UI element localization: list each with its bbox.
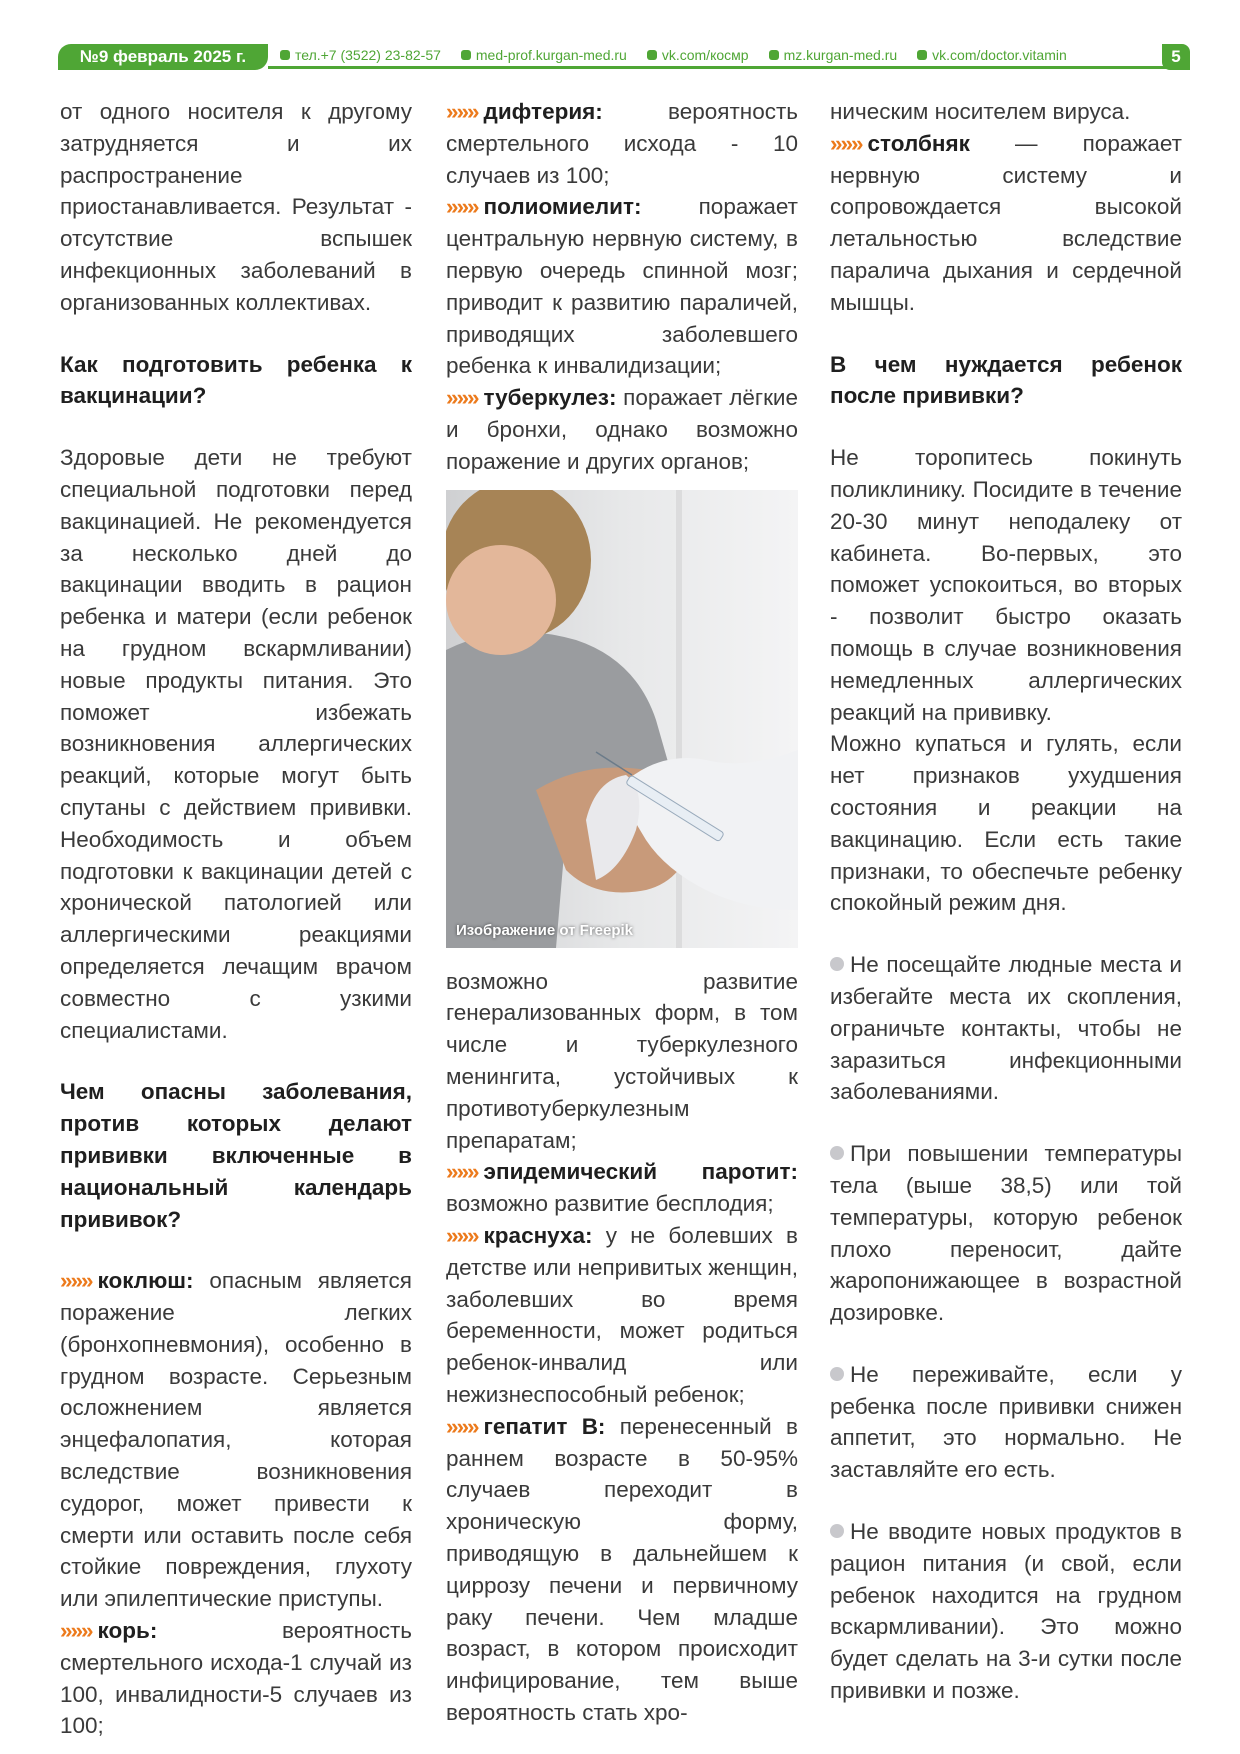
page-header (58, 44, 1190, 70)
disease-item: »»» эпидемический паротит: возможно развитие бесплодия; (446, 1159, 798, 1217)
disease-item: »»» полиомиелит: поражает центральную нервную систему, в первую очередь спинной мозг; приводит к развитию параличей, приводящих заболевшего ребенка к инвалидизации; (446, 194, 798, 379)
arrows-icon: »»» (446, 1159, 478, 1185)
column-1 (60, 96, 412, 1742)
paragraph: Можно купаться и гулять, если нет признаков ухудшения состояния и реакции на вакцинацию. Если есть такие признаки, то обеспечьте ребенку спокойный режим дня. (830, 731, 1182, 916)
paragraph: ническим носителем вируса. (830, 99, 1131, 124)
column-2 (446, 96, 798, 1729)
bullet-icon (830, 1146, 844, 1160)
issue-label: №9 февраль 2025 г. (58, 44, 268, 70)
web-icon (461, 50, 471, 60)
contact-phone: тел.+7 (3522) 23-82-57 (280, 47, 441, 63)
disease-item: »»» коклюш: опасным является поражение легких (бронхопневмония), особенно в грудном возрасте. Серьезным осложнением является энцефалопатия, которая вследствие возникновения судорог, может привести к смерти или оставить после себя стойкие повреждения, глухоту или эпилептические приступы. (60, 1268, 412, 1612)
contact-vk-kosmr[interactable]: vk.com/космр (647, 47, 749, 63)
disease-item: »»» туберкулез: поражает лёгкие и бронхи, однако возможно поражение и других органов; (446, 385, 798, 474)
arrows-icon: »»» (60, 1268, 92, 1294)
paragraph: Не торопитесь покинуть поликлинику. Посидите в течение 20-30 минут неподалеку от кабинета. Во-первых, это поможет успокоиться, во вторых - позволит быстро оказать помощь в случае возникновения немедленных аллергических реакций на прививку. (830, 445, 1182, 725)
bullet-icon (830, 1367, 844, 1381)
paragraph: Здоровые дети не требуют специальной подготовки перед вакцинацией. Не рекомендуется за несколько дней до вакцинации вводить в рацион ребенка и матери (если ребенок на грудном вскармливании) новые продукты питания. Это поможет избежать возникновения аллергических реакций, которые могут быть спутаны с действием прививки. Необходимость и объем подготовки к вакцинации детей с хронической патологией или аллергическими реакциями определяется лечащим врачом совместно с узкими специалистами. (60, 445, 412, 1043)
advice-item: При повышении температуры тела (выше 38,5) или той температуры, которую ребенок плохо переносит, дайте жаропонижающее в возрастной дозировке. (830, 1141, 1182, 1326)
disease-item: »»» столбняк — поражает нервную систему и сопровождается высокой летальностью вследствие паралича дыхания и сердечной мышцы. (830, 130, 1182, 315)
arrows-icon: »»» (446, 1413, 478, 1439)
arrows-icon: »»» (446, 1222, 478, 1248)
paragraph: возможно развитие генерализованных форм, в том числе и туберкулезного менингита, устойчивых к противотуберкулезным препаратам; (446, 968, 798, 1153)
heading-after-vaccination: В чем нуждается ребенок после прививки? (830, 351, 1182, 409)
arrows-icon: »»» (60, 1618, 92, 1644)
contacts-bar (280, 44, 1180, 66)
child-vaccination-illustration (446, 490, 798, 948)
contact-site-med-prof[interactable]: med-prof.kurgan-med.ru (461, 47, 627, 63)
arrows-icon: »»» (830, 130, 862, 156)
disease-item: »»» краснуха: у не болевших в детстве или непривитых женщин, заболевших во время беременности, может родиться ребенок-инвалид или нежизнеспособный ребенок; (446, 1222, 798, 1407)
vk-icon (647, 50, 657, 60)
disease-item: »»» гепатит В: перенесенный в раннем возрасте в 50-95% случаев переходит в хроническую форму, приводящую в дальнейшем к циррозу печени и первичному раку печени. Чем младше возраст, в котором происходит инфицирование, тем выше вероятность стать хро- (446, 1413, 798, 1725)
vk-icon (917, 50, 927, 60)
arrows-icon: »»» (446, 194, 478, 220)
header-divider (268, 66, 1174, 69)
photo-credit: Изображение от Freepik (456, 921, 634, 939)
advice-item: Не переживайте, если у ребенка после прививки снижен аппетит, это нормально. Не заставляйте его есть. (830, 1361, 1182, 1483)
web-icon (769, 50, 779, 60)
vaccination-photo (446, 490, 798, 948)
heading-dangers: Чем опасны заболевания, против которых делают прививки включенные в национальный календарь прививок? (60, 1079, 412, 1232)
arrows-icon: »»» (446, 99, 478, 124)
contact-vk-doctor-vitamin[interactable]: vk.com/doctor.vitamin (917, 47, 1067, 63)
bullet-icon (830, 957, 844, 971)
contact-site-mz[interactable]: mz.kurgan-med.ru (769, 47, 898, 63)
page-number: 5 (1162, 44, 1190, 70)
arrows-icon: »»» (446, 385, 478, 411)
paragraph: от одного носителя к другому затрудняется и их распространение приостанавливается. Результат - отсутствие вспышек инфекционных заболеваний в организованных коллективах. (60, 99, 412, 315)
heading-preparation: Как подготовить ребенка к вакцинации? (60, 351, 412, 409)
advice-item: Не вводите новых продуктов в рацион питания (и свой, если ребенок находится на грудном вскармливании). Это можно будет сделать на 3-и сутки после прививки и позже. (830, 1519, 1182, 1704)
phone-icon (280, 50, 290, 60)
bullet-icon (830, 1524, 844, 1538)
disease-item: »»» дифтерия: вероятность смертельного исхода - 10 случаев из 100; (446, 99, 798, 188)
column-3 (830, 96, 1182, 1707)
disease-item: »»» корь: вероятность смертельного исхода-1 случай из 100, инвалидности-5 случаев из 100; (60, 1618, 412, 1739)
advice-item: Не посещайте людные места и избегайте места их скопления, ограничьте контакты, чтобы не заразиться инфекционными заболеваниями. (830, 952, 1182, 1105)
